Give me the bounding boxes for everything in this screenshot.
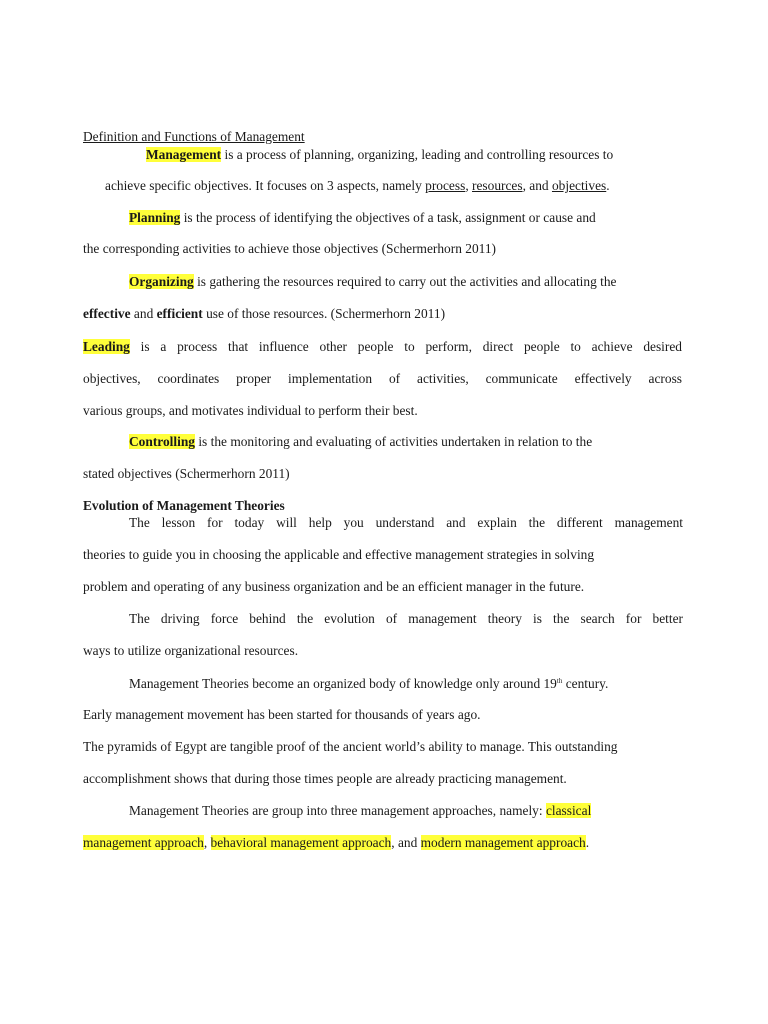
term-management: Management	[146, 147, 222, 162]
leading-paragraph-line-1	[83, 338, 682, 356]
evolution-p1-line-2: theories to guide you in choosing the applicable and effective management strategies in solving	[83, 547, 595, 562]
aspect-objectives: objectives	[551, 178, 607, 193]
term-controlling: Controlling	[129, 434, 195, 449]
text-span: is gathering the resources required to carry out the activities and allocating the	[193, 274, 617, 289]
highlight-behavioral-approach: behavioral management approach	[210, 835, 392, 850]
planning-paragraph-line-1	[129, 209, 596, 227]
highlight-classical: classical	[545, 803, 592, 818]
text-span: .	[606, 178, 610, 193]
text-span: , and	[391, 835, 421, 850]
evolution-p4-line-2: accomplishment shows that during those times people are already practicing management.	[83, 771, 567, 786]
evolution-p2-line-1: The driving force behind the evolution of management theory is the search for better	[129, 611, 683, 626]
organizing-paragraph-line-2	[83, 305, 445, 323]
text-span: , and	[522, 178, 552, 193]
bold-term-effective: effective	[83, 306, 131, 321]
management-paragraph-line-1	[146, 146, 613, 164]
planning-paragraph-line-2: the corresponding activities to achieve those objectives (Schermerhorn 2011)	[83, 241, 496, 256]
text-span: Management Theories become an organized body of knowledge only around 19	[129, 676, 557, 691]
controlling-paragraph-line-1	[129, 433, 592, 451]
evolution-p1-line-3: problem and operating of any business organization and be an efficient manager in the future.	[83, 579, 585, 594]
text-span: is the monitoring and evaluating of activities undertaken in relation to the	[194, 434, 593, 449]
term-leading: Leading	[83, 339, 130, 354]
term-planning: Planning	[129, 210, 181, 225]
superscript-th: th	[556, 677, 563, 685]
text-span: ,	[465, 178, 473, 193]
leading-paragraph-line-2: objectives, coordinates proper implementation of activities, communicate effectively across	[83, 371, 682, 386]
evolution-p1-line-1: The lesson for today will help you understand and explain the different management	[129, 515, 683, 530]
controlling-paragraph-line-2: stated objectives (Schermerhorn 2011)	[83, 466, 290, 481]
evolution-p3-line-1	[129, 675, 608, 693]
evolution-p3-line-2: Early management movement has been started for thousands of years ago.	[83, 707, 481, 722]
text-span: is a process of planning, organizing, leading and controlling resources to	[221, 147, 614, 162]
leading-paragraph-line-3: various groups, and motivates individual to perform their best.	[83, 403, 418, 418]
document-title: Definition and Functions of Management	[83, 129, 305, 144]
text-span: is a process that influence other people to perform, direct people to achieve desired	[129, 339, 682, 354]
text-span: ,	[203, 835, 211, 850]
management-paragraph-line-2	[105, 177, 610, 195]
text-span: and	[130, 306, 157, 321]
evolution-p5-line-1	[129, 802, 591, 820]
aspect-resources: resources	[472, 178, 523, 193]
text-span: .	[585, 835, 590, 850]
organizing-paragraph-line-1	[129, 273, 617, 291]
text-span: use of those resources. (Schermerhorn 2011)	[202, 306, 446, 321]
text-span: is the process of identifying the objectives of a task, assignment or cause and	[180, 210, 596, 225]
highlight-classical-approach: management approach	[83, 835, 204, 850]
text-span: achieve specific objectives. It focuses on 3 aspects, namely	[105, 178, 426, 193]
section-heading-evolution: Evolution of Management Theories	[83, 498, 285, 513]
text-span: Management Theories are group into three management approaches, namely:	[129, 803, 546, 818]
text-span: century.	[562, 676, 609, 691]
evolution-p5-line-2	[83, 834, 589, 852]
term-organizing: Organizing	[129, 274, 194, 289]
evolution-p4-line-1: The pyramids of Egypt are tangible proof of the ancient world’s ability to manage. This outstanding	[83, 739, 618, 754]
evolution-p2-line-2: ways to utilize organizational resources.	[83, 643, 299, 658]
bold-term-efficient: efficient	[156, 306, 203, 321]
aspect-process: process	[425, 178, 466, 193]
highlight-modern-approach: modern management approach	[420, 835, 586, 850]
